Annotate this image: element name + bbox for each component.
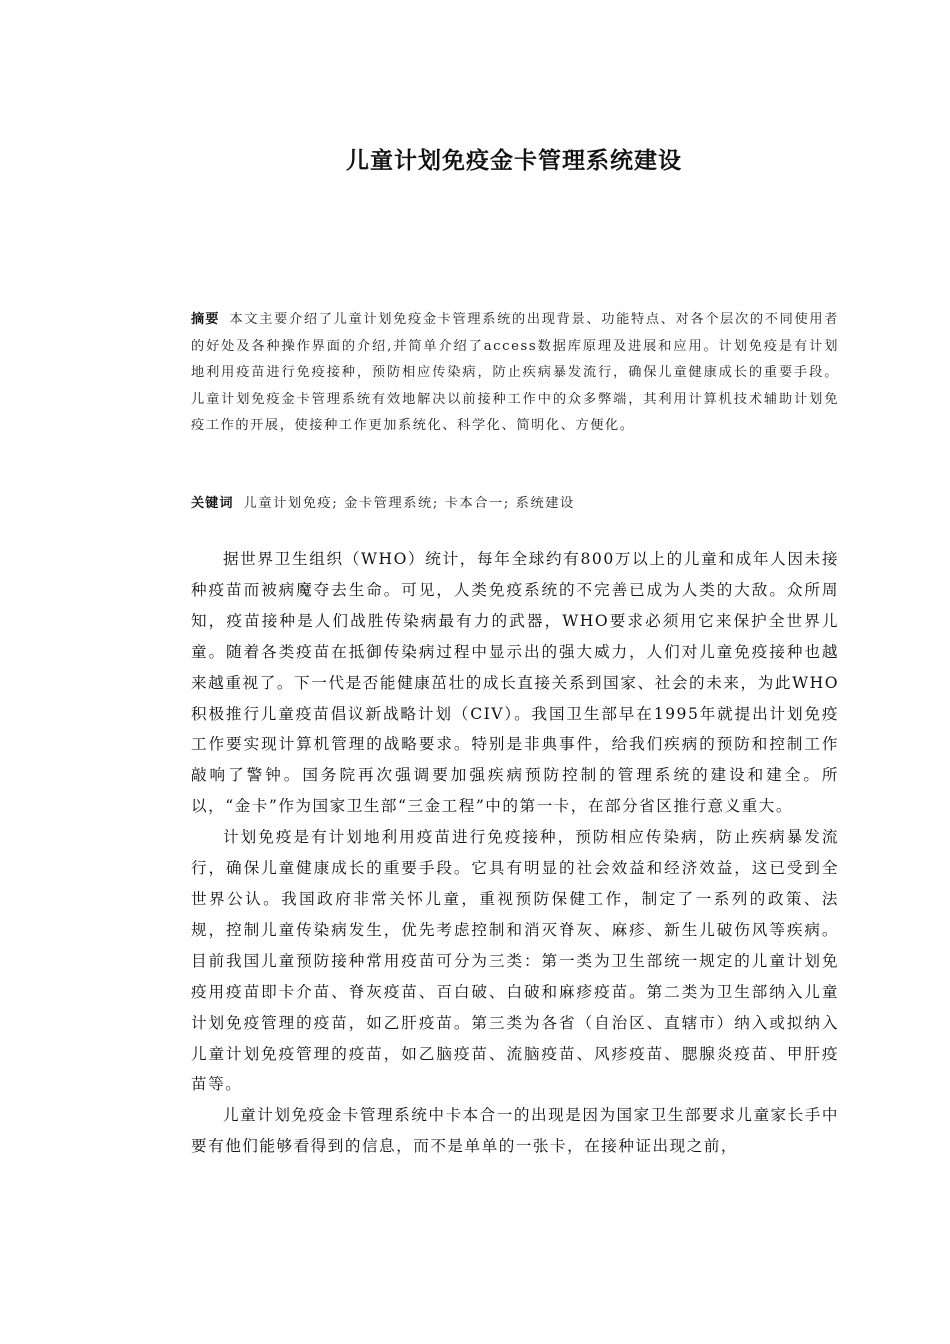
document-title: 儿童计划免疫金卡管理系统建设	[346, 148, 682, 174]
abstract-section	[191, 307, 839, 440]
keywords-text: 儿童计划免疫; 金卡管理系统; 卡本合一; 系统建设	[243, 496, 575, 511]
keywords-section	[191, 491, 839, 517]
body-paragraph: 据世界卫生组织（WHO）统计，每年全球约有800万以上的儿童和成年人因未接种疫苗而被病魔夺去生命。可见，人类免疫系统的不完善已成为人类的大敌。众所周知，疫苗接种是人们战胜传染病最有力的武器，WHO要求必须用它来保护全世界儿童。随着各类疫苗在抵御传染病过程中显示出的强大威力，人们对儿童免疫接种也越来越重视了。下一代是否能健康茁壮的成长直接关系到国家、社会的未来，为此WHO积极推行儿童疫苗倡议新战略计划（CIV）。我国卫生部早在1995年就提出计划免疫工作要实现计算机管理的战略要求。特别是非典事件，给我们疾病的预防和控制工作敲响了警钟。国务院再次强调要加强疾病预防控制的管理系统的建设和建全。所以，“金卡”作为国家卫生部“三金工程”中的第一卡，在部分省区推行意义重大。	[191, 550, 839, 816]
abstract-text: 本文主要介绍了儿童计划免疫金卡管理系统的出现背景、功能特点、对各个层次的不同使用者的好处及各种操作界面的介绍,并简单介绍了access数据库原理及进展和应用。计划免疫是有计划地利用疫苗进行免疫接种，预防相应传染病，防止疾病暴发流行，确保儿童健康成长的重要手段。儿童计划免疫金卡管理系统有效地解决以前接种工作中的众多弊端，其利用计算机技术辅助计划免疫工作的开展，使接种工作更加系统化、科学化、简明化、方便化。	[191, 312, 839, 433]
abstract-label: 摘要	[191, 312, 220, 327]
body-text	[191, 544, 839, 1162]
body-paragraph: 计划免疫是有计划地利用疫苗进行免疫接种，预防相应传染病，防止疾病暴发流行，确保儿童健康成长的重要手段。它具有明显的社会效益和经济效益，这已受到全世界公认。我国政府非常关怀儿童，重视预防保健工作，制定了一系列的政策、法规，控制儿童传染病发生，优先考虑控制和消灭脊灰、麻疹、新生儿破伤风等疾病。目前我国儿童预防接种常用疫苗可分为三类：第一类为卫生部统一规定的儿童计划免疫用疫苗即卡介苗、脊灰疫苗、百白破、白破和麻疹疫苗。第二类为卫生部纳入儿童计划免疫管理的疫苗，如乙肝疫苗。第三类为各省（自治区、直辖市）纳入或拟纳入儿童计划免疫管理的疫苗，如乙脑疫苗、流脑疫苗、风疹疫苗、腮腺炎疫苗、甲肝疫苗等。	[191, 828, 839, 1094]
body-paragraph: 儿童计划免疫金卡管理系统中卡本合一的出现是因为国家卫生部要求儿童家长手中要有他们能够看得到的信息，而不是单单的一张卡，在接种证出现之前，	[191, 1106, 839, 1156]
keywords-label: 关键词	[191, 496, 234, 511]
